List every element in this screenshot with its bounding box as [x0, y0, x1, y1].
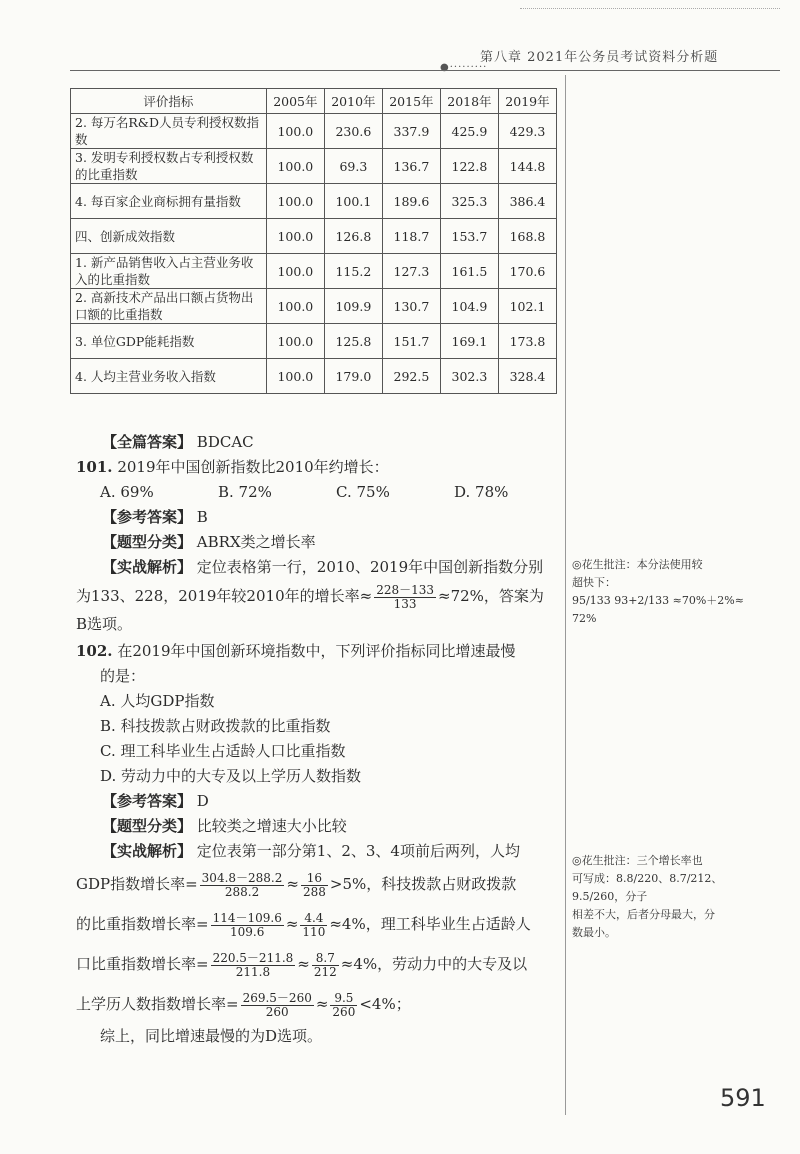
full-answers-label: 【全篇答案】	[102, 433, 193, 451]
cell-value: 170.6	[498, 254, 556, 289]
cell-value: 100.1	[324, 184, 382, 219]
cell-value: 136.7	[382, 149, 440, 184]
cell-value: 100.0	[266, 324, 324, 359]
col-header: 2018年	[440, 89, 498, 114]
running-header: 第八章 2021年公务员考试资料分析题	[480, 50, 719, 65]
q102-ref: D	[196, 792, 209, 810]
cell-value: 115.2	[324, 254, 382, 289]
table-row	[71, 254, 557, 289]
cell-value: 144.8	[498, 149, 556, 184]
q101-analysis-label: 【实战解析】	[102, 558, 193, 576]
cell-value: 100.0	[266, 184, 324, 219]
row-label: 1. 新产品销售收入占主营业务收入的比重指数	[71, 254, 267, 289]
page-number: 591	[720, 1084, 766, 1112]
row-label: 3. 单位GDP能耗指数	[71, 324, 267, 359]
table-row	[71, 289, 557, 324]
note-1-title: ◎花生批注：本分法使用较	[572, 558, 703, 571]
cell-value: 161.5	[440, 254, 498, 289]
cell-value: 325.3	[440, 184, 498, 219]
cell-value: 169.1	[440, 324, 498, 359]
cell-value: 100.0	[266, 114, 324, 149]
q102-l2-pre: GDP指数增长率=	[76, 875, 198, 893]
q102-option-c: C. 理工科毕业生占适龄人口比重指数	[100, 742, 346, 760]
col-header: 2015年	[382, 89, 440, 114]
main-text: 【全篇答案】 BDCAC 101. 2019年中国创新指数比2010年约增长： A. 69% B. 72% C. 75% D. 78% 【参考答案】 B 【题型分类】 ABRX类之增长率 【实战解析】 定位表格第一行，2010、2019年中国创新指数分别 为133、228，2019年较2010年的增长率≈ $\frac{228-133}{133}$ ≈72%，答案为 B选项。 102. 在2019年中国创新环境指数中，下列评价指标同比增速最慢 的是： A. 人均GDP指数 B. 科技拨款占财政拨款的比重指数 C. 理工科毕业生占适龄人口比重指数 D. 劳动力中的大专及以上学历人数指数 【参考答案】 D 【题型分类】 比较类之增速大小比较 【实战解析】 定位表第一部分第1、2、3、4项前后两列，人均 GDP指数增长率= $\frac{304.8-288.2}{288.2}$ ≈ $\frac{16}{288}$ >5%，科技拨款占财政拨款 的比重指数增长率= $\frac{114-109.6}{109.6}$ ≈ $\frac{4.4}{110}$ ≈4%，理工科毕业生占适龄人 口比重指数增长率= $\frac{220.5-211.8}{211.8}$ ≈ $\frac{8.7}{212}$ ≈4%，劳动力中的大专及以 上学历人数指数增长率= $\frac{269.5-260}{260}$ ≈ $\frac{9.5}{260}$ <4%； 综上，同比增速最慢的为D选项。	[76, 430, 562, 1049]
q101-option-d: D. 78%	[454, 483, 509, 501]
cell-value: 118.7	[382, 219, 440, 254]
q102-frac-1: $\frac{304.8-288.2}{288.2}$	[201, 870, 283, 899]
margin-note-1	[572, 556, 772, 628]
note-2-title: ◎花生批注：三个增长率也	[572, 854, 703, 867]
col-header: 2010年	[324, 89, 382, 114]
row-label: 4. 每百家企业商标拥有量指数	[71, 184, 267, 219]
q101-options	[100, 480, 562, 505]
note-1-line: 95/133 93+2/133 ≈70%＋2%≈	[572, 594, 744, 607]
q102-l5-pre: 上学历人数指数增长率=	[76, 995, 239, 1013]
header-rule	[70, 70, 780, 71]
cell-value: 386.4	[498, 184, 556, 219]
q102-stem-2: 的是：	[100, 667, 146, 685]
q101-type: ABRX类之增长率	[196, 533, 316, 551]
q102-frac-8: $\frac{9.5}{260}$	[332, 990, 356, 1019]
q101-ref: B	[196, 508, 208, 526]
top-dotted-rule	[520, 8, 780, 9]
note-2-line: 可写成：8.8/220、8.7/212、9.5/260，分子	[572, 872, 723, 903]
q101-type-label: 【题型分类】	[102, 533, 193, 551]
cell-value: 337.9	[382, 114, 440, 149]
q102-option-b: B. 科技拨款占财政拨款的比重指数	[100, 717, 331, 735]
cell-value: 425.9	[440, 114, 498, 149]
q101-option-a: A. 69%	[100, 483, 154, 501]
q102-type-label: 【题型分类】	[102, 817, 193, 835]
note-2-line: 数最小。	[572, 926, 616, 939]
cell-value: 168.8	[498, 219, 556, 254]
q102-number: 102.	[76, 642, 113, 660]
q102-l4-post: ≈4%，劳动力中的大专及以	[340, 955, 528, 973]
q102-l3-post: ≈4%，理工科毕业生占适龄人	[329, 915, 531, 933]
table-header-row	[71, 89, 557, 114]
col-header: 评价指标	[71, 89, 267, 114]
q101-analysis-3: B选项。	[76, 615, 133, 633]
cell-value: 102.1	[498, 289, 556, 324]
cell-value: 104.9	[440, 289, 498, 324]
note-1-line: 72%	[572, 612, 597, 625]
cell-value: 130.7	[382, 289, 440, 324]
cell-value: 179.0	[324, 359, 382, 394]
q102-stem-1: 在2019年中国创新环境指数中，下列评价指标同比增速最慢	[117, 642, 516, 660]
row-label: 4. 人均主营业务收入指数	[71, 359, 267, 394]
q101-number: 101.	[76, 458, 113, 476]
q101-fraction: $\frac{228-133}{133}$	[376, 582, 434, 611]
cell-value: 153.7	[440, 219, 498, 254]
table-row	[71, 149, 557, 184]
q102-ref-label: 【参考答案】	[102, 792, 193, 810]
q102-frac-7: $\frac{269.5-260}{260}$	[242, 990, 312, 1019]
cell-value: 100.0	[266, 149, 324, 184]
q102-option-d: D. 劳动力中的大专及以上学历人数指数	[100, 767, 362, 785]
q101-stem	[76, 455, 562, 480]
q102-frac-6: $\frac{8.7}{212}$	[313, 950, 337, 979]
cell-value: 189.6	[382, 184, 440, 219]
cell-value: 122.8	[440, 149, 498, 184]
header-dots: ●·········	[440, 62, 488, 73]
cell-value: 100.0	[266, 219, 324, 254]
q102-frac-5: $\frac{220.5-211.8}{211.8}$	[212, 950, 294, 979]
q101-stem-text: 2019年中国创新指数比2010年约增长：	[117, 458, 389, 476]
q102-frac-3: $\frac{114-109.6}{109.6}$	[212, 910, 282, 939]
cell-value: 292.5	[382, 359, 440, 394]
cell-value: 151.7	[382, 324, 440, 359]
q102-analysis-1: 定位表第一部分第1、2、3、4项前后两列，人均	[196, 842, 520, 860]
index-table	[70, 88, 557, 394]
q101-option-b: B. 72%	[218, 483, 272, 501]
cell-value: 127.3	[382, 254, 440, 289]
row-label: 2. 高新技术产品出口额占货物出口额的比重指数	[71, 289, 267, 324]
q102-l5-post: <4%；	[359, 995, 411, 1013]
row-label: 2. 每万名R&D人员专利授权数指数	[71, 114, 267, 149]
cell-value: 109.9	[324, 289, 382, 324]
q102-l2-post: >5%，科技拨款占财政拨款	[329, 875, 517, 893]
q102-frac-2: $\frac{16}{288}$	[302, 870, 326, 899]
table-row	[71, 184, 557, 219]
q102-conclusion: 综上，同比增速最慢的为D选项。	[100, 1027, 323, 1045]
cell-value: 126.8	[324, 219, 382, 254]
col-header: 2005年	[266, 89, 324, 114]
q102-option-a: A. 人均GDP指数	[100, 692, 215, 710]
cell-value: 100.0	[266, 289, 324, 324]
q102-frac-4: $\frac{4.4}{110}$	[302, 910, 326, 939]
cell-value: 230.6	[324, 114, 382, 149]
q102-type: 比较类之增速大小比较	[196, 817, 347, 835]
full-answers	[76, 430, 562, 455]
full-answers-value: BDCAC	[196, 433, 254, 451]
q101-analysis-1: 定位表格第一行，2010、2019年中国创新指数分别	[196, 558, 544, 576]
cell-value: 100.0	[266, 254, 324, 289]
row-label: 3. 发明专利授权数占专利授权数的比重指数	[71, 149, 267, 184]
margin-note-2	[572, 852, 772, 942]
cell-value: 429.3	[498, 114, 556, 149]
cell-value: 302.3	[440, 359, 498, 394]
note-2-line: 相差不大，后者分母最大，分	[572, 908, 715, 921]
q102-l3-pre: 的比重指数增长率=	[76, 915, 209, 933]
table-row	[71, 219, 557, 254]
row-label: 四、创新成效指数	[71, 219, 267, 254]
table-row	[71, 114, 557, 149]
table-row	[71, 324, 557, 359]
q102-analysis-label: 【实战解析】	[102, 842, 193, 860]
cell-value: 69.3	[324, 149, 382, 184]
margin-rule	[565, 75, 566, 1115]
q101-ref-label: 【参考答案】	[102, 508, 193, 526]
cell-value: 100.0	[266, 359, 324, 394]
table-row	[71, 359, 557, 394]
cell-value: 173.8	[498, 324, 556, 359]
q101-analysis-2-pre: 为133、228，2019年较2010年的增长率≈	[76, 587, 373, 605]
cell-value: 125.8	[324, 324, 382, 359]
cell-value: 328.4	[498, 359, 556, 394]
note-1-line: 超快下：	[572, 576, 616, 589]
q102-l4-pre: 口比重指数增长率=	[76, 955, 209, 973]
q101-option-c: C. 75%	[336, 483, 390, 501]
col-header: 2019年	[498, 89, 556, 114]
q101-analysis-2-post: ≈72%，答案为	[438, 587, 544, 605]
